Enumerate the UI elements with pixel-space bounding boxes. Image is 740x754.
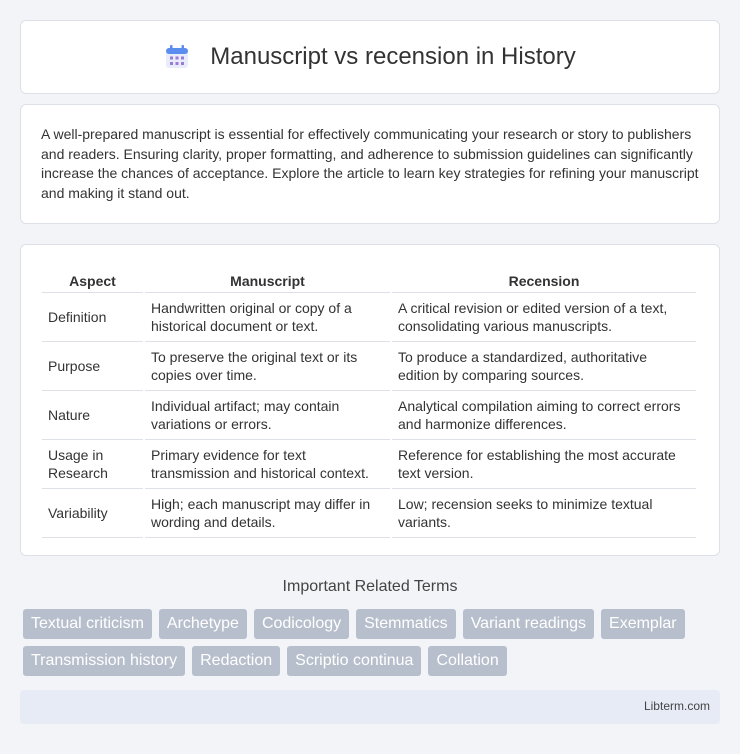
term-tag[interactable]: Codicology <box>254 609 349 639</box>
term-tag[interactable]: Variant readings <box>463 609 594 639</box>
table-row <box>42 488 696 538</box>
row-recension: Analytical compilation aiming to correct errors and harmonize differences. <box>392 390 696 439</box>
footer-site-link[interactable]: Libterm.com <box>643 699 710 713</box>
row-manuscript: To preserve the original text or its copies over time. <box>145 341 390 390</box>
intro-text: A well-prepared manuscript is essential for effectively communicating your research or story to publishers and readers. Ensuring clarity, proper formatting, and adherence to submission guidelines can significantly increase the chances of acceptance. Explore the article to learn key strategies for refining your manuscript and making it stand out. <box>41 126 699 201</box>
row-aspect: Variability <box>42 488 143 538</box>
related-terms-list <box>23 609 723 676</box>
term-tag[interactable]: Transmission history <box>23 646 185 676</box>
comparison-card <box>20 244 720 556</box>
header-recension: Recension <box>508 273 580 289</box>
table-row <box>42 390 696 439</box>
term-tag[interactable]: Archetype <box>159 609 247 639</box>
calendar-icon <box>164 44 190 70</box>
footer <box>20 690 720 724</box>
row-manuscript: Handwritten original or copy of a historical document or text. <box>145 292 390 341</box>
row-recension: To produce a standardized, authoritative edition by comparing sources. <box>392 341 696 390</box>
term-tag[interactable]: Stemmatics <box>356 609 456 639</box>
row-aspect: Purpose <box>42 341 143 390</box>
header-aspect: Aspect <box>69 273 116 289</box>
row-aspect: Definition <box>42 292 143 341</box>
term-tag[interactable]: Scriptio continua <box>287 646 421 676</box>
row-manuscript: Primary evidence for text transmission and historical context. <box>145 439 390 488</box>
row-recension: Reference for establishing the most accurate text version. <box>392 439 696 488</box>
table-row <box>42 292 696 341</box>
header-manuscript: Manuscript <box>230 273 305 289</box>
table-row <box>42 439 696 488</box>
row-manuscript: Individual artifact; may contain variations or errors. <box>145 390 390 439</box>
row-recension: A critical revision or edited version of a text, consolidating various manuscripts. <box>392 292 696 341</box>
term-tag[interactable]: Redaction <box>192 646 280 676</box>
term-tag[interactable]: Textual criticism <box>23 609 152 639</box>
comparison-table <box>40 265 698 538</box>
table-header-row <box>42 265 696 292</box>
row-aspect: Usage in Research <box>42 439 143 488</box>
page-title: Manuscript vs recension in History <box>210 43 576 70</box>
row-aspect: Nature <box>42 390 143 439</box>
related-terms-title: Important Related Terms <box>282 578 458 595</box>
row-manuscript: High; each manuscript may differ in wording and details. <box>145 488 390 538</box>
intro-card <box>20 104 720 224</box>
title-card <box>20 20 720 94</box>
row-recension: Low; recension seeks to minimize textual variants. <box>392 488 696 538</box>
term-tag[interactable]: Exemplar <box>601 609 685 639</box>
table-row <box>42 341 696 390</box>
term-tag[interactable]: Collation <box>428 646 506 676</box>
